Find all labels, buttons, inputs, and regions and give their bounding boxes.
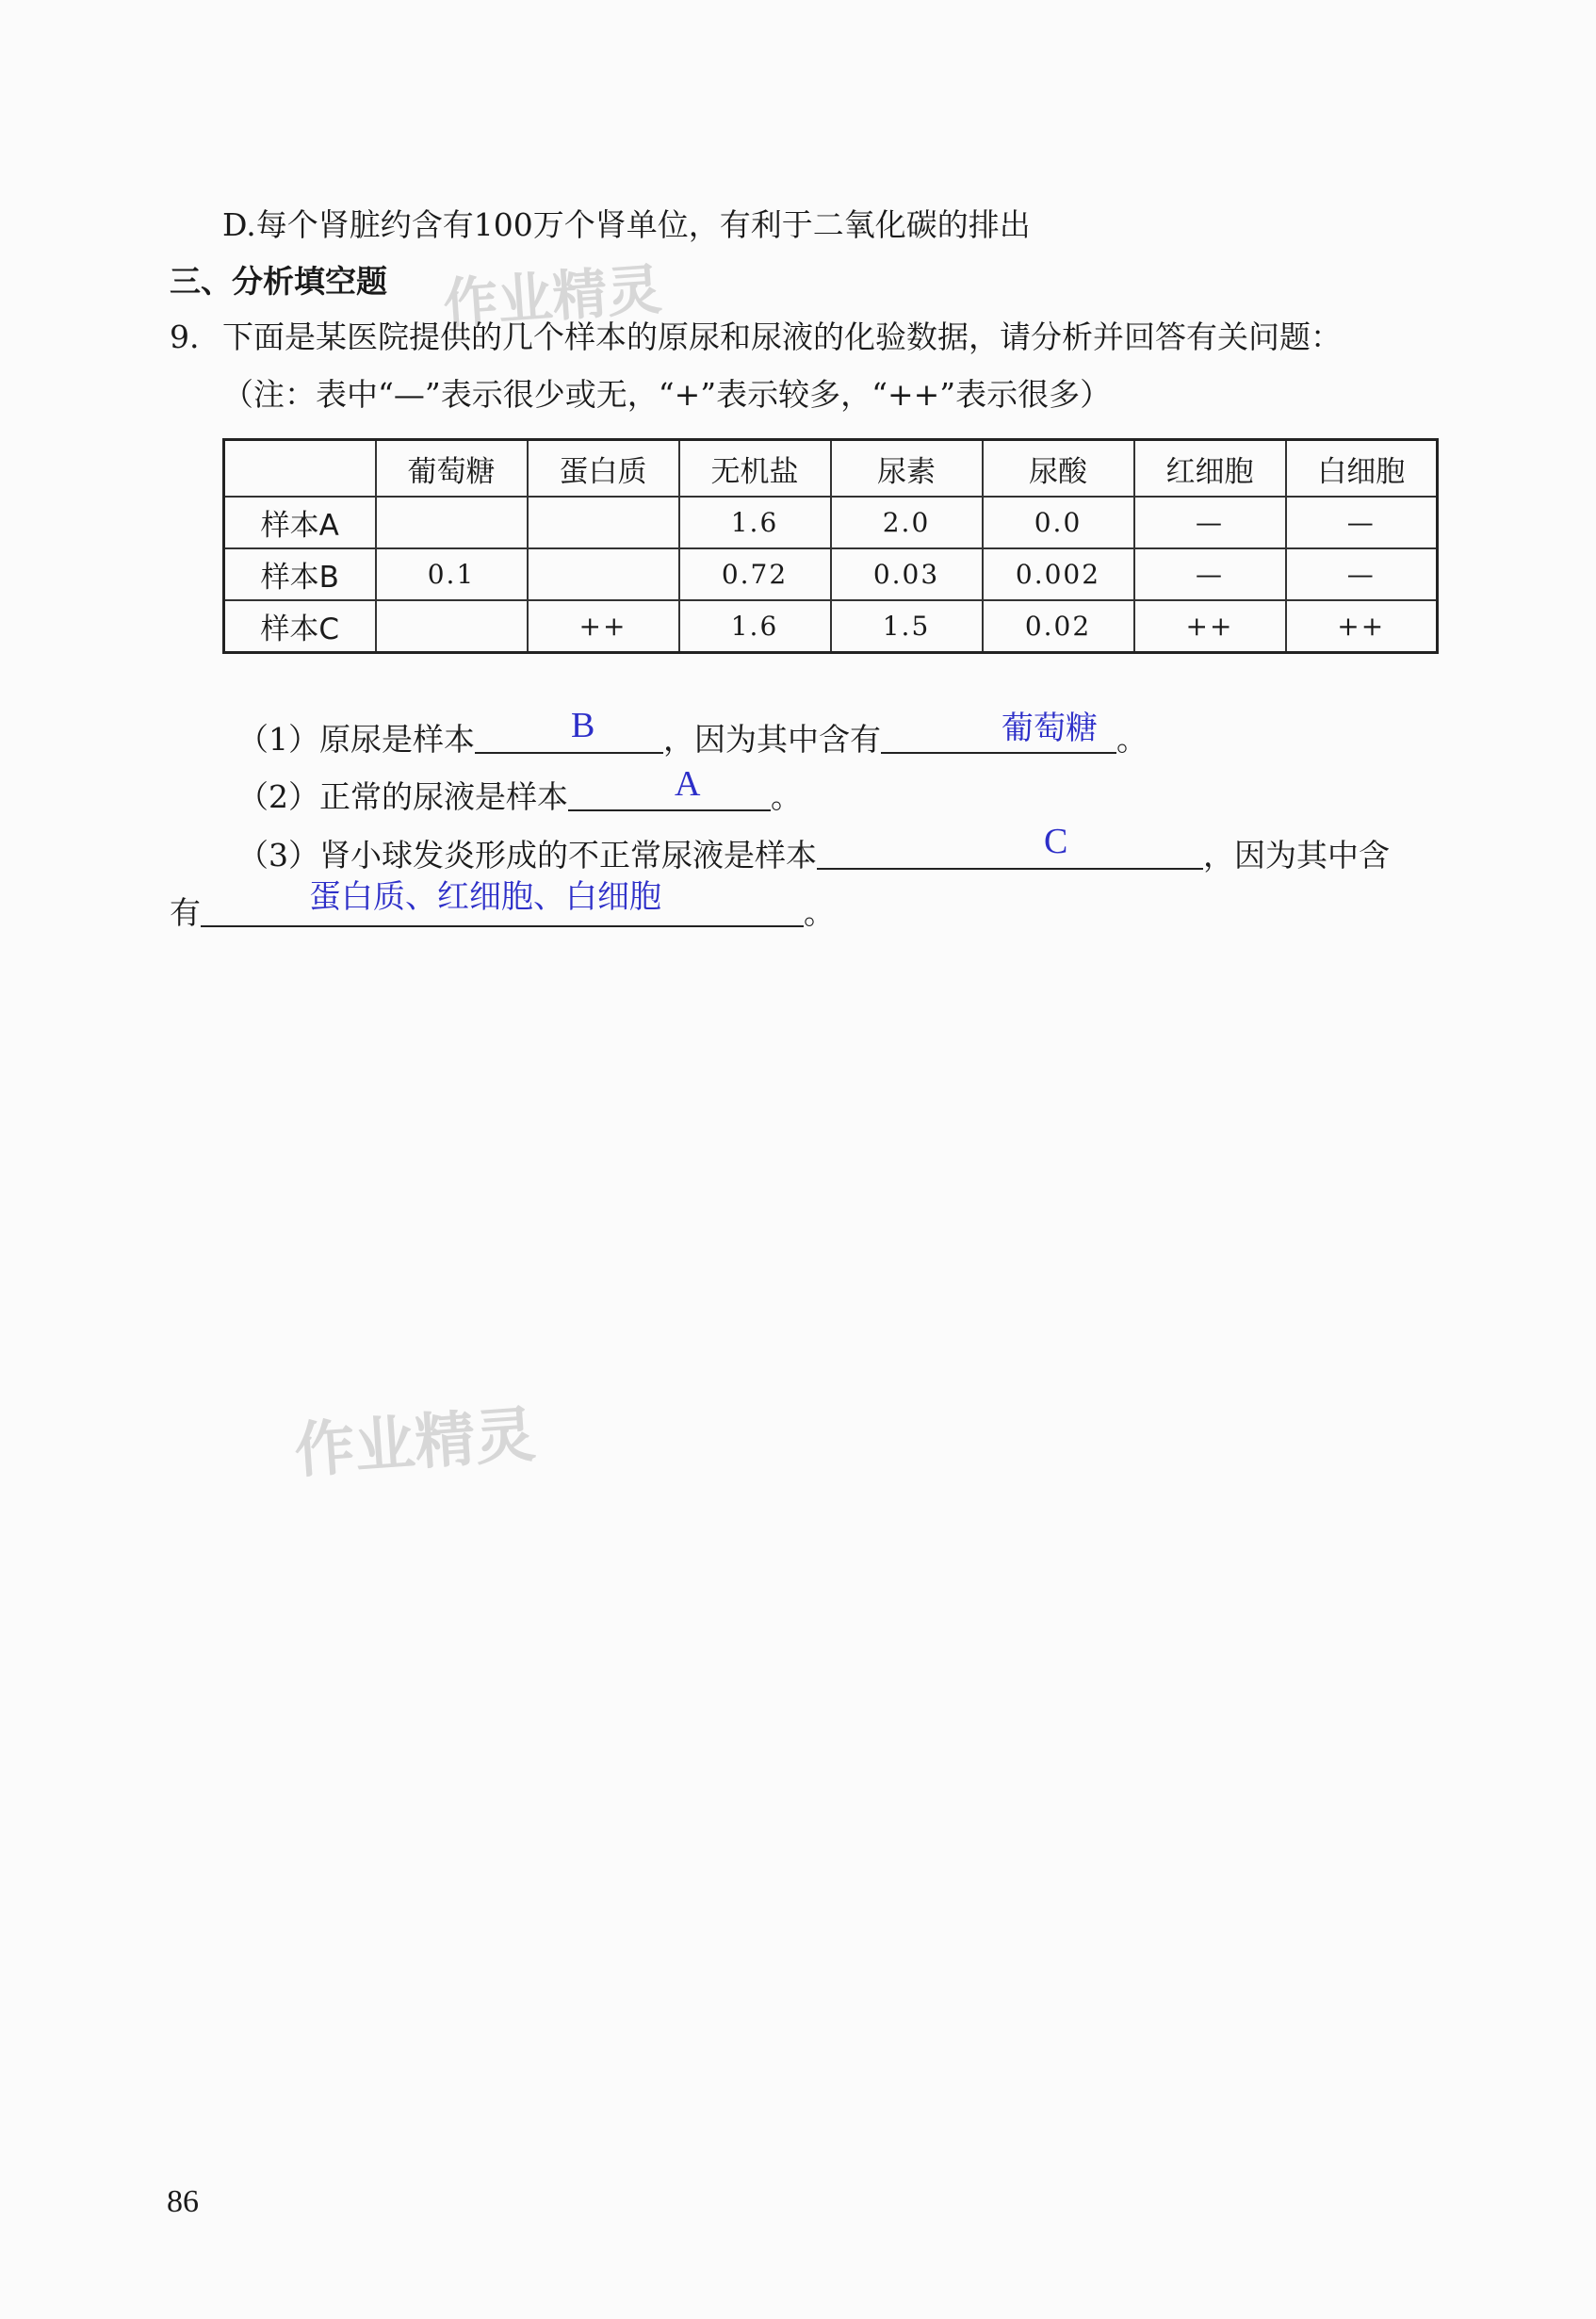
handwritten-answer: C	[1044, 822, 1068, 861]
row-label: 样本B	[224, 548, 376, 600]
table-cell	[376, 497, 528, 548]
table-cell	[528, 497, 679, 548]
table-cell: —	[1286, 548, 1438, 600]
table-cell: 0.1	[376, 548, 528, 600]
table-row	[224, 548, 1438, 600]
row-label: 样本A	[224, 497, 376, 548]
handwritten-answer: B	[571, 706, 595, 745]
header-cell: 葡萄糖	[376, 440, 528, 498]
table-cell: —	[1134, 497, 1286, 548]
row-label: 样本C	[224, 600, 376, 653]
table-cell: 1.6	[679, 497, 831, 548]
table-cell	[528, 548, 679, 600]
table-cell: ++	[1134, 600, 1286, 653]
sub-question-3	[237, 836, 1390, 875]
section-heading: 三、分析填空题	[170, 263, 387, 300]
sub2-suffix: 。	[771, 778, 802, 815]
header-cell: 尿酸	[983, 440, 1134, 498]
watermark-top: 作业精灵	[441, 256, 664, 336]
sub1-suffix: 。	[1116, 721, 1148, 758]
question-number: 9.	[170, 318, 200, 355]
sub3-line2-prefix: 有	[170, 894, 201, 931]
handwritten-answer: A	[675, 764, 701, 804]
table-cell: ++	[528, 600, 679, 653]
table-header-row	[224, 440, 1438, 498]
header-cell: 蛋白质	[528, 440, 679, 498]
answer-blank[interactable]	[568, 781, 771, 811]
table-cell: 0.02	[983, 600, 1134, 653]
question-text: 下面是某医院提供的几个样本的原尿和尿液的化验数据，请分析并回答有关问题：	[222, 318, 1342, 355]
table-row	[224, 497, 1438, 548]
sub2-prefix: （2）正常的尿液是样本	[237, 778, 568, 815]
lab-data-table	[222, 438, 1439, 654]
table-cell: 0.72	[679, 548, 831, 600]
table-cell	[376, 600, 528, 653]
header-cell: 白细胞	[1286, 440, 1438, 498]
table-row	[224, 600, 1438, 653]
table-cell: 2.0	[831, 497, 983, 548]
sub1-middle: ，因为其中含有	[663, 721, 881, 758]
handwritten-answer: 葡萄糖	[1002, 710, 1098, 747]
option-d-text: D.每个肾脏约含有100万个肾单位，有利于二氧化碳的排出	[222, 206, 1031, 243]
header-cell: 无机盐	[679, 440, 831, 498]
table-cell: 1.6	[679, 600, 831, 653]
sub3-prefix: （3）肾小球发炎形成的不正常尿液是样本	[237, 837, 817, 874]
table-cell: 0.002	[983, 548, 1134, 600]
header-cell	[224, 440, 376, 498]
sub3-middle: ，因为其中含	[1203, 837, 1390, 874]
question-note: （注：表中“—”表示很少或无，“+”表示较多，“++”表示很多）	[222, 376, 1112, 413]
sub3-suffix: 。	[804, 894, 835, 931]
answer-blank[interactable]	[817, 840, 1203, 870]
handwritten-answer: 蛋白质、红细胞、白细胞	[309, 878, 661, 916]
table-cell: —	[1286, 497, 1438, 548]
page-number: 86	[167, 2184, 199, 2219]
sub1-prefix: （1）原尿是样本	[237, 721, 475, 758]
table-cell: 0.0	[983, 497, 1134, 548]
header-cell: 尿素	[831, 440, 983, 498]
header-cell: 红细胞	[1134, 440, 1286, 498]
sub-question-2	[237, 777, 802, 817]
table-cell: ++	[1286, 600, 1438, 653]
answer-blank[interactable]	[475, 724, 663, 754]
table-cell: —	[1134, 548, 1286, 600]
watermark-middle: 作业精灵	[292, 1400, 538, 1487]
table-cell: 0.03	[831, 548, 983, 600]
table-cell: 1.5	[831, 600, 983, 653]
